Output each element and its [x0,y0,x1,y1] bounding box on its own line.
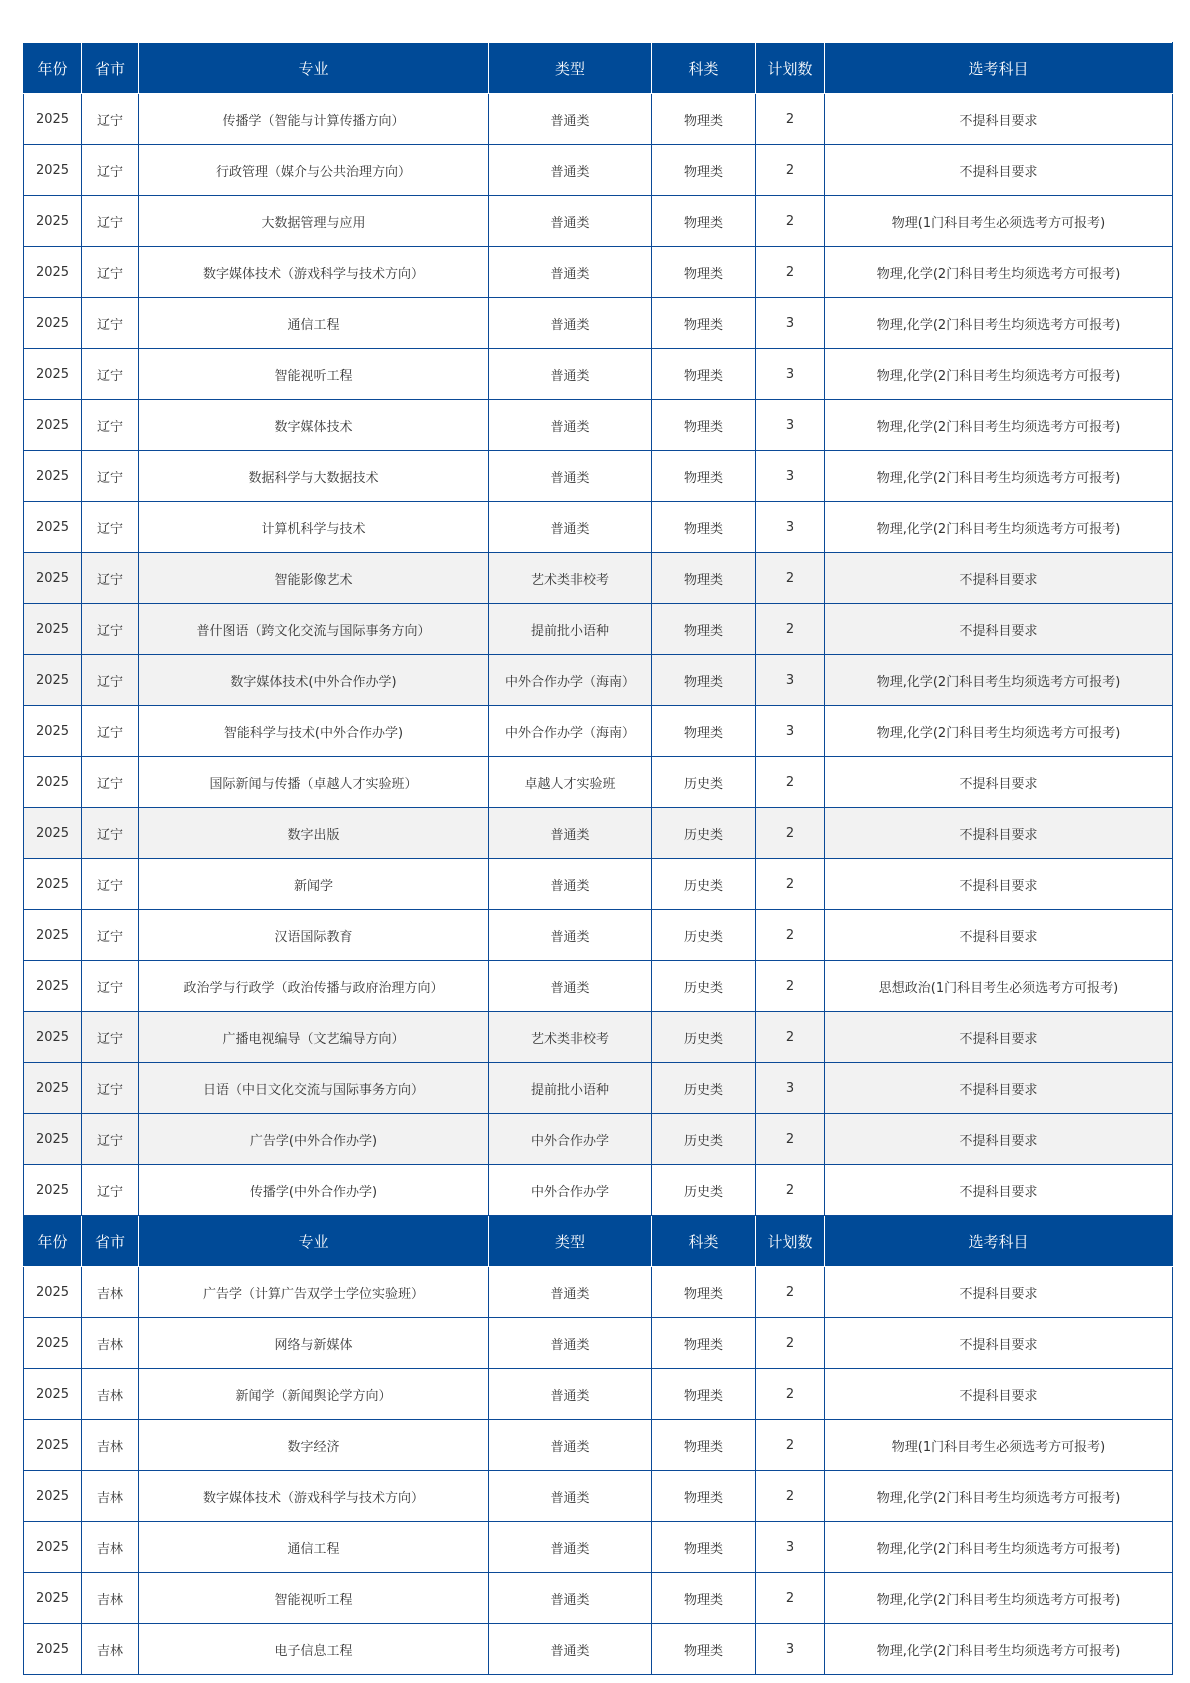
cell-category: 物理类 [652,1318,756,1369]
cell-subject-requirement: 物理,化学(2门科目考生均须选考方可报考) [825,1471,1173,1522]
cell-province: 辽宁 [82,910,139,961]
table-row [24,859,1173,910]
cell-major: 网络与新媒体 [139,1318,489,1369]
cell-province: 辽宁 [82,604,139,655]
cell-subject-requirement: 不提科目要求 [825,808,1173,859]
cell-major: 数据科学与大数据技术 [139,451,489,502]
cell-type: 提前批小语种 [489,604,652,655]
cell-year: 2025 [24,1573,82,1624]
cell-province: 辽宁 [82,1165,139,1216]
table-row [24,298,1173,349]
cell-year: 2025 [24,961,82,1012]
header-major: 专业 [139,1216,489,1267]
cell-type: 艺术类非校考 [489,553,652,604]
cell-plan-count: 3 [756,349,825,400]
cell-major: 计算机科学与技术 [139,502,489,553]
cell-province: 吉林 [82,1369,139,1420]
cell-major: 数字媒体技术 [139,400,489,451]
cell-province: 辽宁 [82,1012,139,1063]
cell-province: 吉林 [82,1624,139,1675]
header-category: 科类 [652,43,756,94]
cell-subject-requirement: 物理,化学(2门科目考生均须选考方可报考) [825,1573,1173,1624]
table-header-row [24,43,1173,94]
cell-subject-requirement: 思想政治(1门科目考生必须选考方可报考) [825,961,1173,1012]
cell-category: 物理类 [652,145,756,196]
table-row [24,1522,1173,1573]
cell-plan-count: 3 [756,451,825,502]
cell-type: 普通类 [489,298,652,349]
cell-year: 2025 [24,808,82,859]
cell-subject-requirement: 物理,化学(2门科目考生均须选考方可报考) [825,706,1173,757]
cell-province: 辽宁 [82,757,139,808]
cell-category: 物理类 [652,451,756,502]
cell-year: 2025 [24,247,82,298]
cell-type: 普通类 [489,1471,652,1522]
cell-type: 普通类 [489,502,652,553]
cell-type: 普通类 [489,196,652,247]
cell-type: 中外合作办学 [489,1114,652,1165]
cell-category: 物理类 [652,502,756,553]
cell-subject-requirement: 物理,化学(2门科目考生均须选考方可报考) [825,400,1173,451]
cell-province: 辽宁 [82,706,139,757]
cell-category: 物理类 [652,1573,756,1624]
table-row [24,1471,1173,1522]
cell-major: 新闻学（新闻舆论学方向） [139,1369,489,1420]
cell-category: 历史类 [652,1012,756,1063]
cell-province: 辽宁 [82,1114,139,1165]
cell-category: 物理类 [652,247,756,298]
table-row [24,757,1173,808]
cell-province: 吉林 [82,1318,139,1369]
header-province: 省市 [82,43,139,94]
cell-category: 历史类 [652,961,756,1012]
header-subject-requirement: 选考科目 [825,1216,1173,1267]
cell-plan-count: 3 [756,298,825,349]
cell-major: 数字出版 [139,808,489,859]
cell-type: 普通类 [489,1624,652,1675]
cell-year: 2025 [24,1369,82,1420]
cell-province: 辽宁 [82,349,139,400]
cell-province: 辽宁 [82,502,139,553]
cell-plan-count: 3 [756,400,825,451]
cell-category: 历史类 [652,1063,756,1114]
cell-major: 新闻学 [139,859,489,910]
cell-category: 物理类 [652,604,756,655]
cell-province: 辽宁 [82,400,139,451]
cell-plan-count: 2 [756,1369,825,1420]
cell-year: 2025 [24,1471,82,1522]
cell-category: 历史类 [652,859,756,910]
cell-category: 物理类 [652,1471,756,1522]
table-row [24,961,1173,1012]
cell-year: 2025 [24,757,82,808]
cell-subject-requirement: 物理,化学(2门科目考生均须选考方可报考) [825,451,1173,502]
cell-category: 物理类 [652,1522,756,1573]
cell-subject-requirement: 不提科目要求 [825,1114,1173,1165]
table-row [24,196,1173,247]
cell-subject-requirement: 物理,化学(2门科目考生均须选考方可报考) [825,1522,1173,1573]
cell-subject-requirement: 不提科目要求 [825,145,1173,196]
cell-plan-count: 2 [756,604,825,655]
cell-year: 2025 [24,451,82,502]
cell-category: 历史类 [652,757,756,808]
cell-plan-count: 2 [756,247,825,298]
cell-province: 辽宁 [82,1063,139,1114]
cell-subject-requirement: 不提科目要求 [825,910,1173,961]
cell-province: 吉林 [82,1471,139,1522]
cell-year: 2025 [24,94,82,145]
header-subject-requirement: 选考科目 [825,43,1173,94]
header-plan-count: 计划数 [756,43,825,94]
cell-type: 普通类 [489,1267,652,1318]
cell-plan-count: 2 [756,1471,825,1522]
cell-type: 普通类 [489,94,652,145]
cell-major: 大数据管理与应用 [139,196,489,247]
cell-subject-requirement: 物理(1门科目考生必须选考方可报考) [825,196,1173,247]
cell-category: 物理类 [652,298,756,349]
cell-year: 2025 [24,1267,82,1318]
cell-subject-requirement: 不提科目要求 [825,1012,1173,1063]
cell-year: 2025 [24,1420,82,1471]
cell-province: 辽宁 [82,808,139,859]
table-row [24,1369,1173,1420]
enrollment-plan-table [23,42,1173,1675]
cell-type: 普通类 [489,1420,652,1471]
cell-year: 2025 [24,1165,82,1216]
cell-type: 普通类 [489,349,652,400]
cell-type: 普通类 [489,400,652,451]
cell-year: 2025 [24,400,82,451]
cell-major: 传播学（智能与计算传播方向） [139,94,489,145]
cell-year: 2025 [24,196,82,247]
cell-type: 卓越人才实验班 [489,757,652,808]
cell-province: 吉林 [82,1573,139,1624]
cell-type: 中外合作办学（海南） [489,655,652,706]
cell-subject-requirement: 物理,化学(2门科目考生均须选考方可报考) [825,655,1173,706]
cell-subject-requirement: 不提科目要求 [825,1267,1173,1318]
header-year: 年份 [24,43,82,94]
cell-plan-count: 3 [756,1624,825,1675]
cell-province: 辽宁 [82,655,139,706]
cell-major: 智能科学与技术(中外合作办学) [139,706,489,757]
table-row [24,910,1173,961]
cell-type: 普通类 [489,1573,652,1624]
cell-plan-count: 2 [756,910,825,961]
cell-year: 2025 [24,1114,82,1165]
table-row [24,94,1173,145]
table-row [24,145,1173,196]
cell-type: 中外合作办学 [489,1165,652,1216]
cell-type: 中外合作办学（海南） [489,706,652,757]
cell-plan-count: 2 [756,1267,825,1318]
table-row [24,1012,1173,1063]
cell-subject-requirement: 不提科目要求 [825,1165,1173,1216]
table-row [24,1420,1173,1471]
cell-major: 政治学与行政学（政治传播与政府治理方向） [139,961,489,1012]
cell-year: 2025 [24,604,82,655]
cell-subject-requirement: 物理,化学(2门科目考生均须选考方可报考) [825,502,1173,553]
cell-major: 广告学（计算广告双学士学位实验班） [139,1267,489,1318]
cell-plan-count: 2 [756,1165,825,1216]
table-row [24,247,1173,298]
cell-year: 2025 [24,1522,82,1573]
cell-province: 辽宁 [82,859,139,910]
cell-province: 辽宁 [82,553,139,604]
cell-category: 物理类 [652,1369,756,1420]
table-row [24,400,1173,451]
table-row [24,1063,1173,1114]
cell-category: 物理类 [652,1624,756,1675]
table-row [24,655,1173,706]
cell-plan-count: 2 [756,961,825,1012]
header-province: 省市 [82,1216,139,1267]
header-year: 年份 [24,1216,82,1267]
cell-subject-requirement: 不提科目要求 [825,859,1173,910]
cell-year: 2025 [24,859,82,910]
table-header-row [24,1216,1173,1267]
cell-type: 普通类 [489,910,652,961]
cell-major: 数字媒体技术（游戏科学与技术方向） [139,247,489,298]
cell-subject-requirement: 不提科目要求 [825,1063,1173,1114]
cell-major: 广播电视编导（文艺编导方向） [139,1012,489,1063]
cell-type: 普通类 [489,859,652,910]
table-row [24,604,1173,655]
cell-subject-requirement: 不提科目要求 [825,553,1173,604]
table-row [24,1624,1173,1675]
cell-plan-count: 3 [756,1522,825,1573]
cell-province: 辽宁 [82,247,139,298]
cell-province: 辽宁 [82,196,139,247]
cell-category: 历史类 [652,808,756,859]
cell-year: 2025 [24,910,82,961]
cell-province: 辽宁 [82,451,139,502]
cell-province: 辽宁 [82,961,139,1012]
cell-year: 2025 [24,655,82,706]
cell-province: 吉林 [82,1267,139,1318]
cell-province: 吉林 [82,1420,139,1471]
cell-category: 历史类 [652,1114,756,1165]
cell-year: 2025 [24,298,82,349]
cell-province: 辽宁 [82,145,139,196]
cell-subject-requirement: 物理,化学(2门科目考生均须选考方可报考) [825,298,1173,349]
cell-plan-count: 2 [756,1114,825,1165]
cell-province: 辽宁 [82,94,139,145]
cell-category: 物理类 [652,196,756,247]
cell-year: 2025 [24,553,82,604]
table-row [24,1165,1173,1216]
cell-plan-count: 2 [756,1573,825,1624]
header-plan-count: 计划数 [756,1216,825,1267]
header-category: 科类 [652,1216,756,1267]
cell-subject-requirement: 不提科目要求 [825,604,1173,655]
cell-type: 普通类 [489,808,652,859]
cell-plan-count: 2 [756,1012,825,1063]
cell-category: 物理类 [652,1267,756,1318]
cell-category: 物理类 [652,706,756,757]
cell-plan-count: 2 [756,553,825,604]
cell-major: 通信工程 [139,1522,489,1573]
cell-type: 普通类 [489,145,652,196]
cell-plan-count: 2 [756,859,825,910]
cell-subject-requirement: 不提科目要求 [825,94,1173,145]
cell-category: 物理类 [652,94,756,145]
cell-category: 历史类 [652,1165,756,1216]
cell-category: 物理类 [652,655,756,706]
cell-major: 数字媒体技术（游戏科学与技术方向） [139,1471,489,1522]
cell-major: 日语（中日文化交流与国际事务方向） [139,1063,489,1114]
cell-year: 2025 [24,502,82,553]
cell-year: 2025 [24,1318,82,1369]
cell-major: 数字经济 [139,1420,489,1471]
cell-province: 吉林 [82,1522,139,1573]
cell-subject-requirement: 物理,化学(2门科目考生均须选考方可报考) [825,349,1173,400]
table-row [24,502,1173,553]
table-row [24,1573,1173,1624]
table-row [24,808,1173,859]
cell-type: 普通类 [489,247,652,298]
cell-year: 2025 [24,145,82,196]
cell-category: 物理类 [652,1420,756,1471]
cell-category: 历史类 [652,910,756,961]
cell-year: 2025 [24,1012,82,1063]
table-row [24,451,1173,502]
cell-year: 2025 [24,1063,82,1114]
cell-year: 2025 [24,706,82,757]
table-row [24,349,1173,400]
cell-type: 普通类 [489,1318,652,1369]
cell-major: 传播学(中外合作办学) [139,1165,489,1216]
cell-plan-count: 2 [756,1318,825,1369]
cell-major: 普什图语（跨文化交流与国际事务方向） [139,604,489,655]
cell-plan-count: 2 [756,757,825,808]
cell-subject-requirement: 不提科目要求 [825,1369,1173,1420]
cell-major: 电子信息工程 [139,1624,489,1675]
table-row [24,1114,1173,1165]
cell-subject-requirement: 不提科目要求 [825,757,1173,808]
cell-major: 通信工程 [139,298,489,349]
cell-major: 智能视听工程 [139,1573,489,1624]
cell-major: 国际新闻与传播（卓越人才实验班） [139,757,489,808]
cell-major: 数字媒体技术(中外合作办学) [139,655,489,706]
cell-category: 物理类 [652,400,756,451]
cell-year: 2025 [24,349,82,400]
cell-province: 辽宁 [82,298,139,349]
cell-type: 提前批小语种 [489,1063,652,1114]
table-row [24,1318,1173,1369]
cell-category: 物理类 [652,553,756,604]
cell-plan-count: 2 [756,1420,825,1471]
cell-major: 汉语国际教育 [139,910,489,961]
header-major: 专业 [139,43,489,94]
header-type: 类型 [489,43,652,94]
cell-plan-count: 2 [756,94,825,145]
table-row [24,1267,1173,1318]
cell-type: 普通类 [489,451,652,502]
cell-subject-requirement: 物理,化学(2门科目考生均须选考方可报考) [825,247,1173,298]
cell-major: 智能影像艺术 [139,553,489,604]
cell-plan-count: 2 [756,145,825,196]
table-row [24,706,1173,757]
cell-subject-requirement: 不提科目要求 [825,1318,1173,1369]
cell-plan-count: 3 [756,1063,825,1114]
cell-year: 2025 [24,1624,82,1675]
cell-plan-count: 3 [756,502,825,553]
cell-type: 普通类 [489,1522,652,1573]
cell-subject-requirement: 物理,化学(2门科目考生均须选考方可报考) [825,1624,1173,1675]
cell-type: 艺术类非校考 [489,1012,652,1063]
cell-type: 普通类 [489,961,652,1012]
cell-subject-requirement: 物理(1门科目考生必须选考方可报考) [825,1420,1173,1471]
cell-plan-count: 2 [756,196,825,247]
cell-plan-count: 2 [756,808,825,859]
cell-plan-count: 3 [756,706,825,757]
cell-major: 广告学(中外合作办学) [139,1114,489,1165]
cell-major: 智能视听工程 [139,349,489,400]
cell-type: 普通类 [489,1369,652,1420]
cell-plan-count: 3 [756,655,825,706]
table-row [24,553,1173,604]
cell-major: 行政管理（媒介与公共治理方向） [139,145,489,196]
header-type: 类型 [489,1216,652,1267]
cell-category: 物理类 [652,349,756,400]
